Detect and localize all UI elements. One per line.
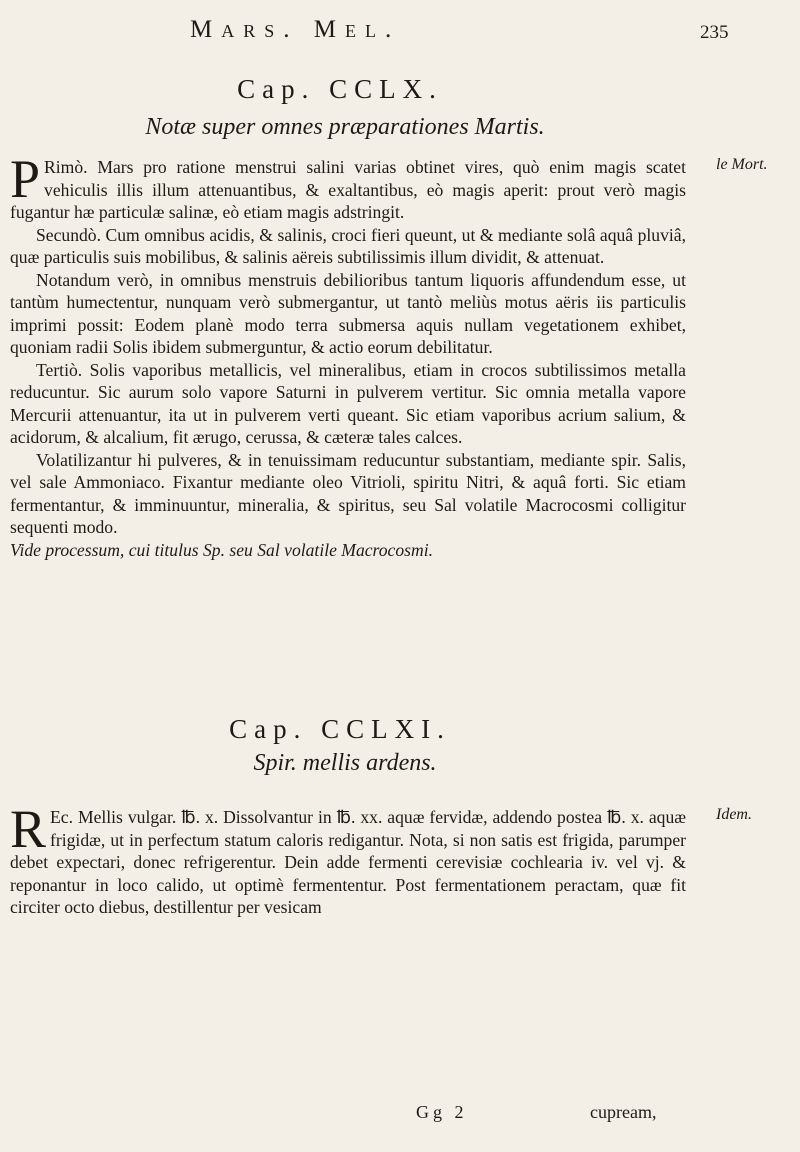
- running-head: [0, 10, 800, 50]
- drop-initial-p: P: [10, 149, 41, 209]
- signature-mark: Gg 2: [416, 1102, 468, 1122]
- margin-note-le-mort: le Mort.: [716, 156, 768, 173]
- paragraph-secundo: Secundò. Cum omnibus acidis, & salinis, croci fieri queunt, ut & mediante solâ aquâ pluviâ, quæ particulis suis mobilibus, & salinis aëreis subtilissimis illum dividit, & attenuat.: [10, 224, 686, 267]
- drop-initial-r: R: [10, 799, 47, 859]
- chapter-title-260: Notæ super omnes præparationes Martis.: [145, 114, 545, 140]
- paragraph-recipe: [10, 799, 686, 919]
- page-footer: [0, 1102, 686, 1128]
- paragraph-recipe-text: Ec. Mellis vulgar. ℔. x. Dissolvantur in ℔. xx. aquæ fervidæ, addendo postea ℔. x. aquæ frigidæ, ut in perfectum statum caloris redigantur. Nota, si non satis est frigida, parumper debet expectari, donec refrigerentur. Dein adde fermenti cerevisiæ cochlearia iv. vel vj. & reponantur in loco calido, ut optimè fermententur. Post fermentationem peractam, quæ fit circiter octo diebus, destillentur per vesicam: [10, 807, 686, 917]
- paragraph-primo: [10, 149, 686, 224]
- running-title: Mars. Mel.: [190, 16, 401, 43]
- paragraph-volatilizantur: Volatilizantur hi pulveres, & in tenuissimam reducuntur substantiam, mediante spir. Salis, vel sale Ammoniaco. Fixantur mediante oleo Vitrioli, spiritu Nitri, & aquâ forti. Sic etiam fermentantur, & imminuuntur, mineralia, & spiritus, seu Sal volatile Macrocosmi colligitur sequenti modo.: [10, 449, 686, 537]
- margin-note-idem: Idem.: [716, 806, 752, 823]
- chapter-261-body: [10, 799, 686, 919]
- cross-reference: Vide processum, cui titulus Sp. seu Sal volatile Macrocosmi.: [10, 539, 433, 560]
- paragraph-notandum: Notandum verò, in omnibus menstruis debilioribus tantum liquoris affundendum esse, ut tantùm humectentur, nunquam verò submergantur, ut tantò meliùs motus aëris iis particulis imprimi possit: Eodem planè modo terra submersa aquis nullam vegetationem exhibet, quoniam radii Solis ibidem submerguntur, & actio eorum debilitatur.: [10, 269, 686, 357]
- catchword: cupream,: [590, 1102, 657, 1122]
- chapter-260-body: [10, 149, 686, 561]
- chapter-heading-260: Cap. CCLX.: [237, 74, 443, 104]
- paragraph-tertio: Tertiò. Solis vaporibus metallicis, vel mineralibus, etiam in crocos subtilissimos metalla reducuntur. Sic aurum solo vapore Saturni in pulverem vertitur. Sic omnia metalla vapore Mercurii attenuantur, ita ut in pulverem verti queant. Sic etiam vaporibus acrium salium, & acidorum, & alcalium, fit ærugo, cerussa, & cæteræ tales calces.: [10, 359, 686, 447]
- page-number: 235: [700, 22, 729, 43]
- chapter-heading-261: Cap. CCLXI.: [229, 714, 451, 744]
- chapter-title-261: Spir. mellis ardens.: [253, 750, 437, 776]
- paragraph-primo-text: Rimò. Mars pro ratione menstrui salini varias obtinet vires, quò enim magis scatet vehiculis illis illum attenuantibus, & exaltantibus, eò magis aperit: prout verò magis fugantur hæ particulæ salinæ, eò etiam magis adstringit.: [10, 157, 686, 222]
